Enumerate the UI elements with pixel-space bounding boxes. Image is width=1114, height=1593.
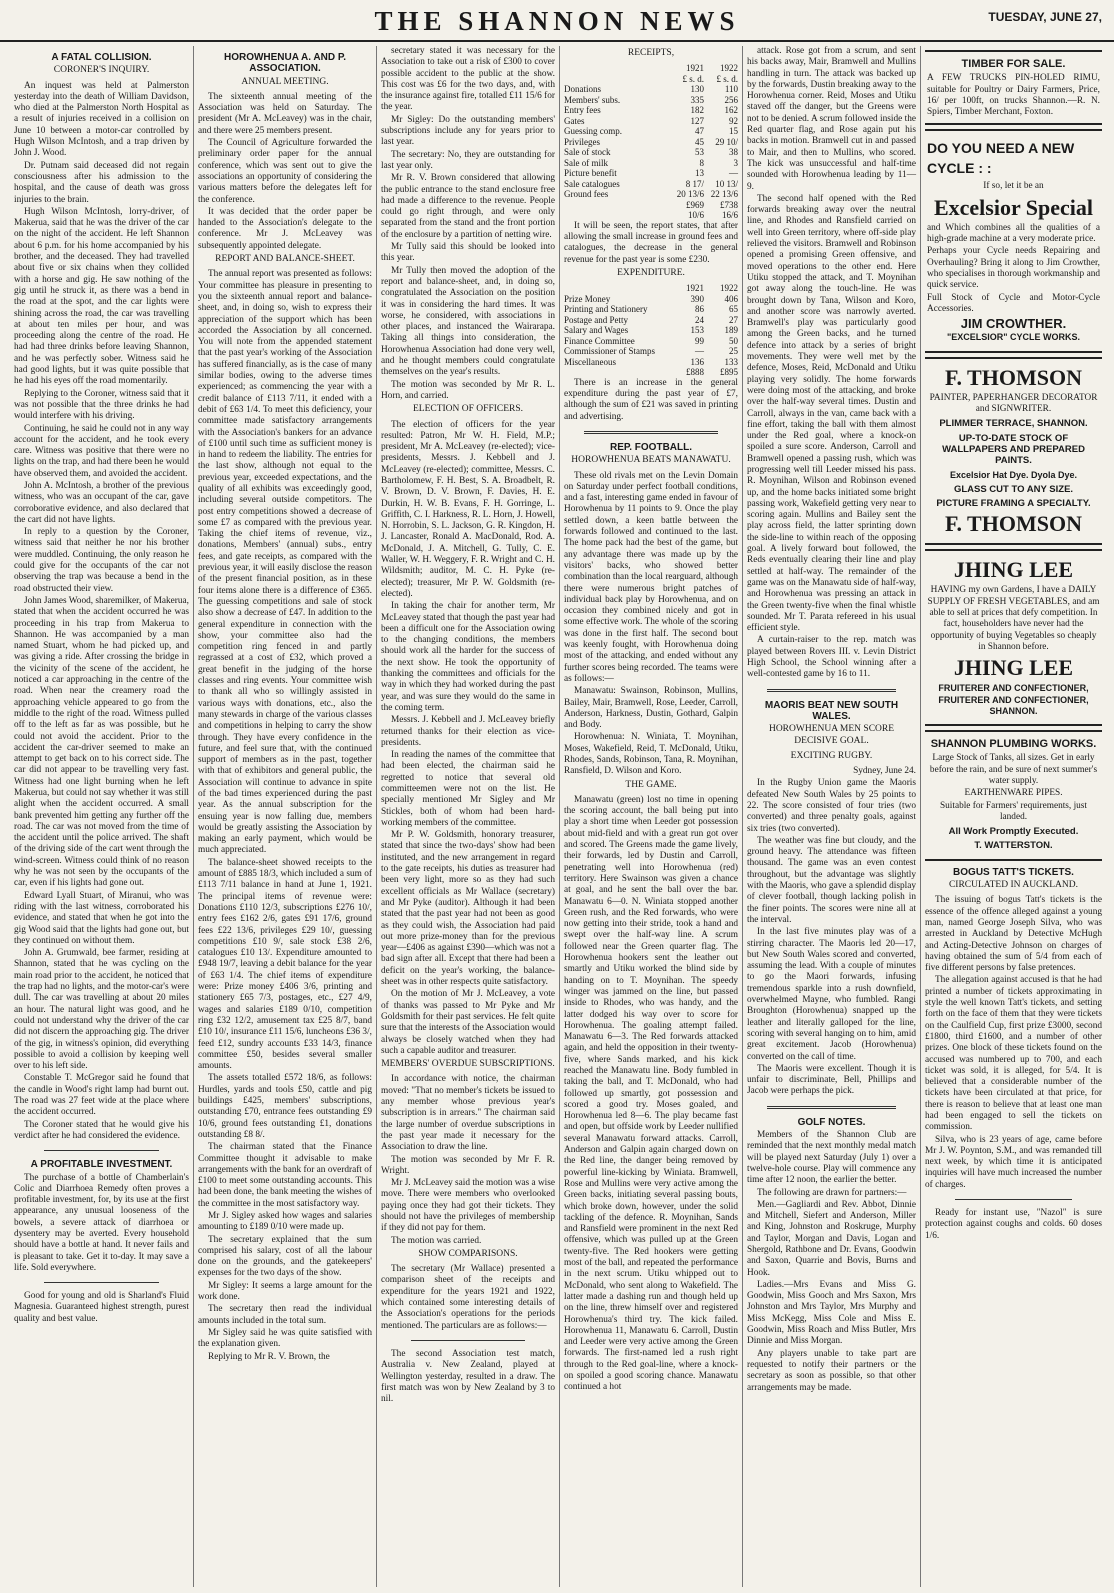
paragraph: In taking the chair for another term, Mr McLeavey stated that though the past year had been a difficult one for the Association owing to the changing conditions, the members should work all the harder for the success of the next show. He took the opportunity of thanking the committees and officials for the way in which they had worked during the past year, and was sure they would do the same in the coming term.	[381, 601, 555, 713]
paragraph: The purchase of a bottle of Chamberlain's Colic and Diarrhoea Remedy often proves a profitable investment, for, by its use at the first appearance, any unusual looseness of the bowels, a severe attack of diarrhoea or dysentery may be averted. Every household should have a bottle at hand. It never fails and is pleasant to take. Get it to-day. It may save a life. Sold everywhere.	[14, 1172, 189, 1273]
divider	[767, 689, 896, 692]
table-row	[564, 189, 738, 200]
advert-text: HAVING my own Gardens, I have a DAILY SUPPLY OF FRESH VEGETABLES, and am able to sell at prices that defy competition. In fact, householders have never had the opportunity of buying Vegetables so cheaply in Shannon before.	[927, 585, 1100, 652]
paragraph: Manawatu (green) lost no time in opening the scoring account, the ball being put into play a short time when Leeder got possession about mid-field and with a great run got over and scored. The Greens made the game lively, their forwards, led by Dustin and Carroll, penetrating well into Horowhenua (red) territory. Here Swainson was given a chance at goal, and he sent the ball over the bar. Manawatu 6—0. N. Winiata stopped another Green rush, and the Red forwards, who were now getting into their stride, took a hand and swept over the half-way line. A scrum followed near the Green quarter flag. The Horowhenua hookers sent the leather out smartly and Utiku worked the blind side by handing on to T. Moynihan. The speedy winger was jammed on the line, but passed inside to Rhodes, who was handy, and the latter dodged his way over to score for Horowhenua. The goaling attempt failed. Manawatu 6—3. The Red forwards attacked again, and held the opposition in their twenty-five, where Sands marked, and his kick reached the Manawatu line. Body fumbled in taking the ball, and T. McDonald, who had followed up smartly, got possession and scored a good try. Moses goaled, and Horowhenua led 8—6. The play became fast and open, but offside work by Leeder nullified several Manawatu forward attacks. Carroll, Anderson and Galpin again charged down on the Red line, the danger being removed by powerful line-kicking by Winiata. Bramwell, Rose and Mullins were very active among the Green backs, initiating several passing bouts, which broke down, however, under the solid tackling of the defence. R. Moynihan, Sands and Ransfield were prominent in the next Red offensive, which was pulled up at the Green twenty-five. The Red hookers were getting most of the ball, and repeated the performance in the next scrum. Utiku whipped out to McDonald, who sent along to Wakefield. The latter made a dashing run and though held up on the line, threw himself over and registered Horowhenua's third try. The kick failed. Horowhenua 11, Manawatu 6. Carroll, Dustin and Leeder were very active among the Green forwards. The first-named led a rush right through to the Red goal-line, where a knock-on spoiled a good scoring chance. Manawatu continued a hot	[564, 794, 738, 1393]
article-headline: GOLF NOTES.	[797, 1116, 866, 1128]
paragraph: Constable T. McGregor said he found that the candle in Wood's right lamp had burnt out. The road was 27 feet wide at the place where the accident occurred.	[14, 1073, 189, 1118]
paragraph: Hugh Wilson McIntosh, lorry-driver, of Makerua, said that he was the driver of the car on the night of the accident. He left Shannon about 6 p.m. for his home accompanied by his brother, and the deceased. They had travelled about five or six chains when they collided with a horse and gig. He saw nothing of the gig until he struck it, as there was a bend in the road at the spot, and the car lights were shining across the road, the car was travelling at about ten miles per hour, and was proceeding along the centre of the road. He had had three drinks before leaving Shannon, and he was perfectly sober. Witness said he had good lights, but it was quite possible that he had his eyes off the road momentarily.	[14, 206, 189, 387]
paragraph: The allegation against accused is that he had printed a number of tickets approximating in style the well known Tatt's tickets, and setting forth on the face of them that they were tickets on the Caulfield Cup, first prize £3000, second £1800, third £1600, and a number of other prizes. One block of these tickets found on the accused was numbered up to 700, and each ticket was sold, it is alleged, for 5/4. It is believed that a considerable number of the tickets have been circulated at that price, for there is reason to believe that at least one man had been engaged to sell the tickets on commission.	[925, 975, 1102, 1133]
paragraph: The motion was carried.	[391, 1235, 482, 1246]
advertiser-name: F. THOMSON	[945, 364, 1082, 390]
amount-cell: 182	[690, 105, 704, 116]
table-row	[564, 137, 738, 148]
amount-cell: 8 17/	[685, 178, 704, 189]
amount-cell: 25	[729, 346, 738, 357]
paragraph: Replying to Mr R. V. Brown, the	[208, 1351, 330, 1362]
total-cell: £969 10/6	[686, 199, 704, 221]
advert-plumbing	[925, 730, 1102, 861]
paragraph: The second half opened with the Red forwards breaking away over the neutral line, and Rhodes and Ransfield carried on well into Green territory, where off-side play relieved the visitors. Bramwell and Robinson opened a promising Green offensive, and moved operations to the other end. Here Utiku stopped the attack, and T. Moynihan got away along the touch-line. He was brought down by Tana, Wilson and Koro, and another score was narrowly averted. Bramwell's play was particularly good among the Green backs, and he turned defence into attack by a series of bright movements. They were well met by the defence, Moses, Reid, McDonald and Utiku playing very solidly. The home forwards were doing most of the attacking, and broke over the half-way several times. Dustin and Carroll, always in the van, came back with a fine effort, taking the ball with them almost under the Red goal, where a knock-on spoiled a sure score. Anderson, Carroll and Bramwell opened a passing rush, which was progressing well till Leeder missed his pass. R. Moynihan, Wilson and Robinson evened up, and the home backs initiated some bright passing work, Wakefield getting very near to scoring again. Mullins and Bailey sent the play across field, the latter sprinting down the side-line to within reach of the opposing goal. A lively forward bout followed, the Reds eventually clearing their line and play settled at half-way. The remainder of the game was on the Manawatu side of half-way, and Horowhenua was pressing an attack in the Green twenty-five when the final whistle sounded. Mr T. Parata refereed in his usual efficient style.	[747, 193, 916, 634]
table-row	[564, 95, 738, 106]
paragraph: Good for young and old is Sharland's Fluid Magnesia. Guaranteed highest strength, purest quality and best value.	[14, 1291, 189, 1324]
amount-cell: 20 13/6	[676, 189, 704, 200]
column-5	[742, 46, 920, 1587]
divider	[767, 1106, 896, 1109]
paragraph: Men.—Gagliardi and Rev. Abbot, Dinnie and Mitchell, Siefert and Anderson, Miller and King, Johnston and Roskruge, Murphy and Taylor, Morgan and Davis, Logan and Shergold, Rathbone and Dr. Evans, Goodwin and Saxon, Quarrie and Bovis, Burns and Hook.	[747, 1199, 916, 1278]
paragraph: Replying to the Coroner, witness said that it was not possible that the three drinks he had would interfere with his driving.	[14, 388, 189, 422]
paragraph: In accordance with notice, the chairman moved: "That no member's tickets be issued to any member whose previous year's subscription is in arrears." The chairman said the large number of overdue subscriptions in the past year made it necessary for the Association to draw the line.	[381, 1074, 555, 1153]
table-row	[564, 325, 738, 336]
paragraph: Mr Sigley: It seems a large amount for the work done.	[198, 1280, 372, 1303]
paragraph: Dr. Putnam said deceased did not regain consciousness after his admission to the hospital, and the cause of death was gross injuries to the brain.	[14, 160, 189, 205]
paragraph: The assets totalled £572 18/6, as follows: Hurdles, yards and tools £50, cattle and pig buildings £425, members' subscriptions, outstanding £70, entrance fees outstanding £9 10/6, ground fees outstanding £1, donations outstanding £8 8/.	[198, 1073, 372, 1140]
amount-cell: 65	[729, 304, 738, 315]
row-label: Postage and Petty	[564, 314, 628, 325]
table-header-row	[564, 74, 738, 85]
paragraph: Messrs. J. Kebbell and J. McLeavey briefly returned thanks for their election as vice-presidents.	[381, 715, 555, 748]
dateline: Sydney, June 24.	[853, 766, 916, 777]
table-row	[564, 126, 738, 137]
receipts-table	[564, 63, 738, 221]
row-label: Donations	[564, 84, 601, 95]
section-heading: SHOW COMPARISONS.	[418, 1248, 518, 1259]
advert-text: Excelsior Hat Dye. Dyola Dye.	[949, 469, 1078, 480]
amount-cell: 189	[724, 325, 738, 336]
total-cell: £738 16/6	[720, 199, 738, 221]
amount-cell: 3	[733, 157, 738, 168]
paragraph: The secretary (Mr Wallace) presented a comparison sheet of the receipts and expenditure for the years 1921 and 1922, which contained some interesting details of the Association's operations for the periods mentioned. The particulars are as follows:—	[381, 1264, 555, 1331]
amount-cell: 92	[729, 115, 738, 126]
paragraph: The Council of Agriculture forwarded the preliminary order paper for the annual conference, which was sent out to give the associations an opportunity of considering the various matters before the delegates left for the conference.	[198, 138, 372, 205]
article-headline: REP. FOOTBALL.	[609, 441, 693, 453]
advert-thomson	[925, 357, 1102, 546]
paragraph: The motion was seconded by Mr F. R. Wright.	[381, 1154, 555, 1176]
paragraph: These old rivals met on the Levin Domain on Saturday under perfect football conditions, and a fast, interesting game ended in favour of Horowhenua by 11 points to 9. Once the play settled down, a keen battle between the forwards followed and continued to the last. The home pack had the best of the game, but any advantage there was made up by the visitors' backs, who showed better combination than the local rearguard, although there were numerous bright patches of individual back play by Horowhenua, and on occasion they combined nicely and got in some effective work. The whole of the scoring was done in the first half. The second bout was keenly fought, with Horowhenua doing most of the attacking, and ended without any further scores being recorded. The teams were as follows:—	[564, 470, 738, 684]
paragraph: The chairman stated that the Finance Committee thought it advisable to make arrangements with the bank for an overdraft of £100 to meet some outstanding accounts. This had been done, the bank meeting the wishes of the committee in the most satisfactory way.	[198, 1142, 372, 1209]
amount-cell: 53	[695, 147, 704, 158]
table-row	[564, 357, 738, 368]
table-header-row	[564, 283, 738, 294]
divider	[44, 1150, 159, 1151]
section-heading: THE GAME.	[625, 779, 677, 790]
column-2	[193, 46, 376, 1587]
table-row	[564, 84, 738, 95]
paragraph: Mr J. Sigley asked how wages and salaries amounting to £189 0/10 were made up.	[198, 1210, 372, 1233]
paragraph: Edward Lyall Stuart, of Miranui, who was riding with the last witness, corroborated his evidence, and stated that when he got into the gig Wood said that the lights had gone out, but they continued on without them.	[14, 890, 189, 946]
advert-text: FRUITERER AND CONFECTIONER, FRUITERER AND CONFECTIONER, SHANNON.	[938, 683, 1089, 716]
table-header-row	[564, 63, 738, 74]
paragraph: Mr Sigley said he was quite satisfied with the explanation given.	[198, 1327, 372, 1350]
amount-cell: 24	[695, 314, 704, 325]
paragraph: In reading the names of the committee that had been elected, the chairman said he regretted to notice that several old committeemen were not on the list. He specially mentioned Mr Sigley and Mr Stickles, both of whom had been hard-working members of the committee.	[381, 750, 555, 828]
article-headline: BOGUS TATT'S TICKETS.	[953, 866, 1074, 878]
table-total-row	[564, 200, 738, 221]
amount-cell: 45	[695, 136, 704, 147]
paragraph: On the motion of Mr J. McLeavey, a vote of thanks was passed to Mr Pyke and Mr Goldsmith for their past services. He felt quite sure that the interests of the Association would always be closely watched when they had such a capable auditor and treasurer.	[381, 989, 555, 1056]
advertiser-business: "EXCELSIOR" CYCLE WORKS.	[946, 332, 1081, 343]
advert-timber	[925, 50, 1102, 125]
article-headline: HOROWHENUA A. AND P. ASSOCIATION.	[223, 52, 347, 75]
paragraph: There is an increase in the general expenditure during the past year of £7, although the sum of £21 was saved in printing and advertising.	[564, 377, 738, 422]
amount-cell: 256	[724, 94, 738, 105]
paragraph: Mr Tully said this should be looked into this year.	[381, 242, 555, 264]
article-subheading: HOROWHENUA MEN SCORE DECISIVE GOAL.	[768, 724, 895, 746]
paragraph: It will be seen, the report states, that after allowing the small increase in ground fees and catalogues, the decrease in the general revenue for the past year is some £230.	[564, 220, 738, 265]
divider	[955, 1199, 1072, 1200]
advert-text: A FEW TRUCKS PIN-HOLED RIMU, suitable for Poultry or Dairy Farmers, Price, 16/ per 100ft, on trucks Shannon.—R. N. Spiers, Timber Merchant, Foxton.	[927, 73, 1100, 118]
advertiser-name: T. WATTERSTON.	[974, 840, 1053, 852]
paragraph: Mr Tully then moved the adoption of the report and balance-sheet, and, in doing so, congratulated the Association on the position it was in considering the hard times. It was worse, he considered, with associations in other places, and instanced the Wairarapa. Taking all things into consideration, the Horowhenua Association had done very well, and he thought members could congratulate themselves on the year's results.	[381, 265, 555, 378]
table-title: EXPENDITURE.	[617, 267, 685, 278]
row-label: Gates	[564, 115, 585, 126]
advert-text: EARTHENWARE PIPES.	[964, 788, 1063, 799]
paragraph: The issuing of bogus Tatt's tickets is the essence of the offence alleged against a young man, named George Joseph Silva, who was arrested in Auckland by Detective McHugh and Acting-Detective Johnson on charges of having obtained the sum of 5/4 from each of five different persons by false pretences.	[925, 895, 1102, 974]
paragraph: Ready for instant use, "Nazol" is sure protection against coughs and colds. 60 doses 1/6.	[925, 1208, 1102, 1241]
year-header: 1922	[720, 63, 738, 74]
table-row	[564, 294, 738, 305]
article-subheading: HOROWHENUA BEATS MANAWATU.	[571, 455, 731, 466]
advertiser-address: PLIMMER TERRACE, SHANNON.	[939, 418, 1088, 430]
table-title: RECEIPTS,	[627, 48, 675, 58]
paragraph: In the last five minutes play was of a stirring character. The Maoris led 20—17, but New South Wales scored and converted, assuming the lead. With a couple of minutes to go the Maori forwards, infusing tremendous sparkle into a rush downfield, overwhelmed Mayne, who fumbled. Rangi Broughton (Horowhenua) snapped up the leather and literally galloped for the line, scoring with several hanging on to him, amid great excitement. Jacob (Horowhenua) converted on the call of time.	[747, 927, 916, 1062]
paragraph: The sixteenth annual meeting of the Association was held on Saturday. The president (Mr A. McLeavey) was in the chair, and there were 25 members present.	[198, 91, 372, 136]
advertiser-name: JHING LEE	[953, 655, 1074, 681]
paragraph: In reply to a question by the Coroner, witness said that neither he nor his brother were muddled. Continuing, the only reason he could give for the occupants of the car not observing the trap was because a bend in the road obstructed their view.	[14, 527, 189, 594]
amount-cell: 136	[690, 356, 704, 367]
expenditure-table	[564, 283, 738, 378]
amount-cell: 153	[690, 325, 704, 336]
row-label: Prize Money	[564, 293, 611, 304]
table-row	[564, 315, 738, 326]
paragraph: A curtain-raiser to the rep. match was played between Rovers III. v. Levin District High School, the School winning after a well-contested game by 16 to 11.	[747, 635, 916, 680]
advert-heading: DO YOU NEED A NEW CYCLE : :	[927, 140, 1075, 177]
paragraph: Manawatu: Swainson, Robinson, Mullins, Bailey, Mair, Bramwell, Rose, Leeder, Carroll, Anderson, Harkness, Dustin, Gothard, Galpin and Body.	[564, 686, 738, 731]
paragraph: The secretary explained that the sum comprised his salary, cost of all the labour done on the grounds, and the gatekeepers' expenses for the two days of the show.	[198, 1234, 372, 1279]
divider	[44, 1282, 159, 1283]
article-headline: A PROFITABLE INVESTMENT.	[30, 1159, 173, 1171]
issue-date: TUESDAY, JUNE 27,	[988, 10, 1102, 24]
amount-cell: 127	[690, 115, 704, 126]
divider	[411, 1340, 525, 1341]
paragraph: Continuing, he said he could not in any way account for the accident, and he took every care. Witness was positive that there were no lights on the trap, and had there been he would have observed them, and avoided the accident.	[14, 423, 189, 479]
advert-heading: SHANNON PLUMBING WORKS.	[930, 738, 1097, 751]
column-3	[376, 46, 559, 1587]
advertiser-name: JIM CROWTHER.	[960, 316, 1067, 332]
row-label: Picture benefit	[564, 168, 617, 179]
table-row	[564, 304, 738, 315]
advert-jhing-lee	[925, 549, 1102, 726]
advertiser-name: F. THOMSON	[945, 511, 1082, 537]
article-subheading: CORONER'S INQUIRY.	[53, 65, 150, 76]
article-headline: A FATAL COLLISION.	[51, 52, 152, 63]
year-header: 1922	[720, 283, 738, 294]
paragraph: In the Rugby Union game the Maoris defeated New South Wales by 25 points to 22. The score consisted of four tries (two converted) and three penalty goals, against six tries (two converted).	[747, 778, 916, 834]
amount-cell: —	[695, 346, 704, 357]
section-heading: MEMBERS' OVERDUE SUBSCRIPTIONS.	[381, 1059, 555, 1070]
paragraph: The following are drawn for partners:—	[757, 1187, 907, 1198]
article-subheading: ANNUAL MEETING.	[241, 76, 329, 87]
advert-text: Perhaps your Cycle needs Repairing and Overhauling? Bring it along to Jim Crowther, who specialises in thorough workmanship and quick service.	[927, 246, 1100, 291]
row-label: Finance Committee	[564, 335, 635, 346]
advert-text: Suitable for Farmers' requirements, just landed.	[939, 800, 1088, 822]
amount-cell: 406	[724, 293, 738, 304]
amount-cell: 8	[699, 157, 704, 168]
amount-cell: 10 13/	[715, 178, 738, 189]
advert-text: PAINTER, PAPERHANGER DECORATOR and SIGNWRITER.	[929, 392, 1098, 415]
amount-cell: 38	[729, 147, 738, 158]
column-4	[559, 46, 742, 1587]
row-label: Guessing comp.	[564, 126, 622, 137]
advert-text: GLASS CUT TO ANY SIZE.	[953, 483, 1074, 495]
paragraph: Mr P. W. Goldsmith, honorary treasurer, stated that since the two-days' show had been instituted, and the new arrangement in regard to the gate receipts, his duties as treasurer had been very light, more so as they had such excellent officials as Mr Wallace (secretary) and Mr Pyke (auditor). Although it had been stated that the past year had not been as good as they could wish, the Association had paid out more prize-money than for the previous year—£406 as against £390—which was not a bad sign after all. Except that there had been a deficit on the year's working, the balance-sheet was in other respects quite satisfactory.	[381, 830, 555, 988]
amount-cell: 22 13/6	[710, 189, 738, 200]
amount-cell: 130	[690, 84, 704, 95]
table-row	[564, 158, 738, 169]
table-row	[564, 168, 738, 179]
section-heading: REPORT AND BALANCE-SHEET.	[215, 254, 355, 265]
amount-cell: 390	[690, 293, 704, 304]
paragraph: Ladies.—Mrs Evans and Miss G. Goodwin, Miss Gooch and Mrs Saxon, Mrs Johnston and Mrs Taylor, Mrs Murphy and Miss McKegg, Miss Cole and Miss E. Goodwin, Miss Roach and Miss Butler, Mrs Dinnie and Miss Morgan.	[747, 1279, 916, 1347]
row-label: Salary and Wages	[564, 325, 629, 336]
paragraph: The election of officers for the year resulted: Patron, Mr W. H. Field, M.P.; president, Mr A. McLeavey (re-elected); vice-presidents, Messrs. J. Kebbell and J. McLeavey (re-elected); committee, Messrs. C. Bartholomew, F. H. Best, S. A. Broadbelt, R. V. Brown, D. V. Brown, F. Davies, H. E. Durkin, H. W. B. Evans, F. H. Gorringe, L. Griffith, C. I. Harkness, R. L. Horn, J. Howell, N. Horrobin, S. L. Jackson, G. R. Kingdon, H. J. Lancaster, Ronald A. MacDonald, Rod. A. McDonald, J. A. Mitchell, G. Tully, C. E. Waller, W. H. Weggery, F. R. Wright and C. H. Wildsmith; auditor, M. C. H. Pyke (re-elected); treasurer, Mr P. W. Goldsmith (re-elected).	[381, 419, 555, 599]
row-label: Ground fees	[564, 189, 609, 200]
amount-cell: 47	[695, 126, 704, 137]
section-heading: ELECTION OF OFFICERS.	[412, 404, 524, 415]
row-label: Sale catalogues	[564, 178, 620, 189]
amount-cell: —	[729, 168, 738, 179]
total-cell: £888	[686, 367, 704, 378]
row-label: Sale of milk	[564, 157, 608, 168]
article-subheading: EXCITING RUGBY.	[790, 750, 873, 761]
advertiser-name: JHING LEE	[953, 557, 1074, 583]
paragraph: The Maoris were excellent. Though it is unfair to discriminate, Bell, Phillips and Jacob were perhaps the pick.	[747, 1063, 916, 1097]
paragraph: Mr J. McLeavey said the motion was a wise move. There were members who overlooked paying once they had got their tickets. They should not have the privileges of membership if they did not pay for them.	[381, 1178, 555, 1234]
paragraph: An inquest was held at Palmerston yesterday into the death of William Davidson, who died at the Palmerston North Hospital as a result of injuries received in a collision on June 10 between a motor-car controlled by Hugh Wilson McIntosh, and a trap driven by John J. Wood.	[14, 80, 189, 159]
advert-text: UP-TO-DATE STOCK OF WALLPAPERS AND PREPARED PAINTS.	[942, 432, 1085, 467]
masthead	[0, 0, 1114, 42]
year-header: 1921	[686, 63, 704, 74]
amount-cell: 335	[690, 94, 704, 105]
article-headline: MAORIS BEAT NEW SOUTH WALES.	[764, 699, 899, 722]
newspaper-title: THE SHANNON NEWS	[374, 6, 740, 36]
year-header: 1921	[686, 283, 704, 294]
divider	[584, 431, 718, 434]
column-6	[920, 46, 1106, 1587]
paragraph: John A. Grumwald, bee farmer, residing at Shannon, stated that he was cycling on the main road prior to the accident, he noticed that the trap had no lights, and the motor-car's were dull. The car was travelling at about 20 miles an hour. The natural light was good, and he could not understand why the driver of the car did not discern the approaching gig. The driver of the gig, in witness's opinion, did everything possible to avoid a collision by keeping well over to his left side.	[14, 948, 189, 1072]
advert-text: and Which combines all the qualities of a high-grade machine at a very moderate price.	[927, 222, 1100, 245]
paragraph: Silva, who is 23 years of age, came before Mr J. W. Poynton, S.M., and was remanded till next week, by which time it is anticipated inquiries will have much increased the number of charges.	[925, 1134, 1102, 1190]
advert-brand: Excelsior Special	[933, 194, 1094, 220]
row-label: Entry fees	[564, 105, 601, 116]
currency-header: £ s. d.	[716, 73, 738, 84]
table-row	[564, 346, 738, 357]
paragraph: Mr Sigley: Do the outstanding members' subscriptions include any for years prior to last year.	[381, 114, 555, 148]
paragraph: Any players unable to take part are requested to notify their partners or the secretary as soon as possible, so that other arrangements may be made.	[747, 1348, 916, 1393]
table-row	[564, 116, 738, 127]
row-label: Commissioner of Stamps	[564, 346, 656, 357]
amount-cell: 162	[724, 105, 738, 116]
column-1	[10, 46, 193, 1587]
row-label: Sale of stock	[564, 147, 611, 158]
row-label: Members' subs.	[564, 94, 621, 105]
amount-cell: 133	[724, 356, 738, 367]
advert-text: Large Stock of Tanks, all sizes. Get in early before the rain, and be sure of next summer's water supply.	[929, 753, 1098, 786]
article-subheading: CIRCULATED IN AUCKLAND.	[948, 880, 1079, 891]
paragraph: John James Wood, sharemilker, of Makerua, stated that when the accident occurred he was proceeding in his trap from Makerua to Shannon. He was accompanied by a man named Stuart, whom he had picked up, and was giving a ride. After crossing the bridge in the vicinity of the scene of the accident, he noticed a car approaching in the centre of the road. When near the creamery road the approaching vehicle appeared to go from the middle to the right of the road. Witness pulled off to the left as far as was possible, but he could not avoid the accident. Prior to the accident the car-driver seemed to make an attempt to get back on to his correct side. The car did not appear to be travelling very fast. Witness had one light burning when he left Makerua, but could not say whether it was still alight when the accident occurred. A small bank prevented him getting any further off the road. The car was not moved from the time of the accident until the police arrived. The shaft of the driving side of the cart went through the wind-screen. Witness could think of no reason why he was not seen by the occupants of the car, even if his lights had gone out.	[14, 595, 189, 889]
paragraph: The annual report was presented as follows: Your committee has pleasure in presenting to you the sixteenth annual report and balance-sheet, and, in doing so, wish to express their appreciation of the support which has been accorded the Association by all concerned. You will note from the appended statement that the past year's working of the Association has suffered financially, as is the case of many similar bodies, owing to the adverse times experienced; as commencing the year with a credit balance of £113 7/11, it ended with a debit of £63 1/4. To meet this deficiency, your committee made satisfactory arrangements with the Association's bankers for an advance of £100 until such time as sufficient money is in hand to redeem the liability. The entries for the last show, although not equal to the previous year, exceeded expectations, and the quality of all exhibits was exceedingly good, including several outside competitors. The post entry competitions showed a decrease of some £7 as compared with the previous year. Taking the chief items of revenue, viz., donations, Members' (annual) subs., entry fees, and gate receipts, as compared with the previous year, it will easily disclose the reason of the present financial position, as in these four items alone there is a difference of £365. The guessing competitions and sale of stock also show a decrease of £47. In addition to the general expenditure in connection with the show, your committee also had the competition ring fenced in and partly regrassed at a cost of £32, which proved a great benefit in the judging of the horse classes and ring events. Your committee wish to thank all who so willingly assisted in various ways with donations, etc., also the many stewards in charge of the various classes and competitions in helping to carry the show through. They have every confidence in the future, and feel sure that, with the continued support of members as in the past, together with that of exhibitors and general public, the Association will continue to advance in spite of the bad times experienced during the past year. As the annual subscription for the ensuing year is now falling due, members would be greatly assisting the Association by making an early payment, which would be much appreciated.	[198, 269, 372, 856]
paragraph: The secretary then read the individual amounts included in the total sum.	[198, 1304, 372, 1326]
amount-cell: 86	[695, 304, 704, 315]
amount-cell: 27	[729, 314, 738, 325]
advert-text: PICTURE FRAMING A SPECIALTY.	[936, 498, 1091, 510]
total-cell: £895	[720, 367, 738, 378]
row-label: Privileges	[564, 136, 600, 147]
table-row	[564, 147, 738, 158]
paragraph: secretary stated it was necessary for the Association to take out a risk of £300 to cover possible accident to the public at the show. This cost was £6 for the two days, and, with the insurance against fire, totalled £11 15/6 for the year.	[381, 46, 555, 113]
paragraph: The second Association test match, Australia v. New Zealand, played at Wellington yesterday, resulted in a draw. The first match was won by New Zealand by 3 to nil.	[381, 1348, 555, 1405]
amount-cell: 15	[729, 126, 738, 137]
row-label: Printing and Stationery	[564, 304, 648, 315]
amount-cell: 99	[695, 335, 704, 346]
paragraph: attack. Rose got from a scrum, and sent his backs away, Mair, Bramwell and Mullins handling in turn. The attack was backed up by the forwards, Dustin breaking away to the Horowhenua corner. Reid, Moses and Utiku staved off the danger, but the Greens were not to be denied. A scrum followed inside the Red quarter flag, and Rose again put his backs in motion. Bramwell cut in and passed to Mair, and then to Mullins, who scored. The kick was unsuccessful and half-time sounded with Horowhenua leading by 11—9.	[747, 46, 916, 192]
advert-text: All Work Promptly Executed.	[948, 826, 1079, 838]
paragraph: The motion was seconded by Mr R. L. Horn, and carried.	[381, 379, 555, 401]
table-row	[564, 105, 738, 116]
advert-text: If so, let it be an	[983, 181, 1044, 192]
amount-cell: 110	[724, 84, 738, 95]
amount-cell: 13	[695, 168, 704, 179]
paragraph: Horowhenua: N. Winiata, T. Moynihan, Moses, Wakefield, Reid, T. McDonald, Utiku, Rhodes, Sands, Robinson, Tana, R. Moynihan, Ransfield, D. Wilson and Koro.	[564, 732, 738, 777]
amount-cell: 29 10/	[715, 136, 738, 147]
table-total-row	[564, 367, 738, 378]
table-row	[564, 179, 738, 190]
paragraph: Members of the Shannon Club are reminded that the next monthly medal match will be played next Saturday (July 1) over a twelve-hole course. Play will commence any time after 12 noon, the earlier the better.	[747, 1130, 916, 1186]
advert-cycle	[925, 129, 1102, 352]
currency-header: £ s. d.	[682, 73, 704, 84]
amount-cell: 50	[729, 335, 738, 346]
paragraph: The Coroner stated that he would give his verdict after he had considered the evidence.	[14, 1119, 189, 1141]
paragraph: The weather was fine but cloudy, and the ground heavy. The attendance was fifteen thousand. The game was an even contest throughout, but the advantage was slightly with the Maoris, who gave a splendid display of clever football, though lacking polish in the finer points. The scores were nine all at the interval.	[747, 835, 916, 925]
advert-heading: TIMBER FOR SALE.	[961, 58, 1066, 70]
row-label: Miscellaneous	[564, 356, 616, 367]
paragraph: The balance-sheet showed receipts to the amount of £885 18/3, which included a sum of £113 7/11 balance in hand at June 1, 1921. The principal items of revenue were: Donations £110 12/3, subscriptions £276 10/, entry fees £162 2/6, gates £91 17/6, ground fees £22 13/6, privileges £29 10/, guessing competitions £10 9/, sale stock £38 2/6, catalogues £10 13/. Expenditure amounted to £948 19/7, leaving a debit balance for the year of £63 1/4. The chief items of expenditure were: Prize money £406 3/6, printing and stationery £65 7/3, postages, etc., £27 4/9, wages and salaries £189 0/10, competition ring £32 12/2, amusement tax £25 8/7, band £10 10/, insurance £11 15/6, luncheons £36 3/, feed £12, sundry accounts £33 14/3, finance committee £50, besides several smaller amounts.	[198, 857, 372, 1072]
paragraph: The secretary: No, they are outstanding for last year only.	[381, 149, 555, 171]
advert-text: Full Stock of Cycle and Motor-Cycle Accessories.	[927, 292, 1100, 314]
paragraph: Mr R. V. Brown considered that allowing the public entrance to the stand enclosure free had made a difference to the revenue. People could go right through, and were only separated from the stand and the front portion of the enclosure by a partition of netting wire.	[381, 173, 555, 240]
paragraph: John A. McIntosh, a brother of the previous witness, who was an occupant of the car, gave corroborative evidence, and also declared that the cart did not have lights.	[14, 480, 189, 525]
paragraph: It was decided that the order paper be handed to the Association's delegate to the conference. Mr J. McLeavey was subsequently appointed delegate.	[198, 206, 372, 251]
table-row	[564, 336, 738, 347]
